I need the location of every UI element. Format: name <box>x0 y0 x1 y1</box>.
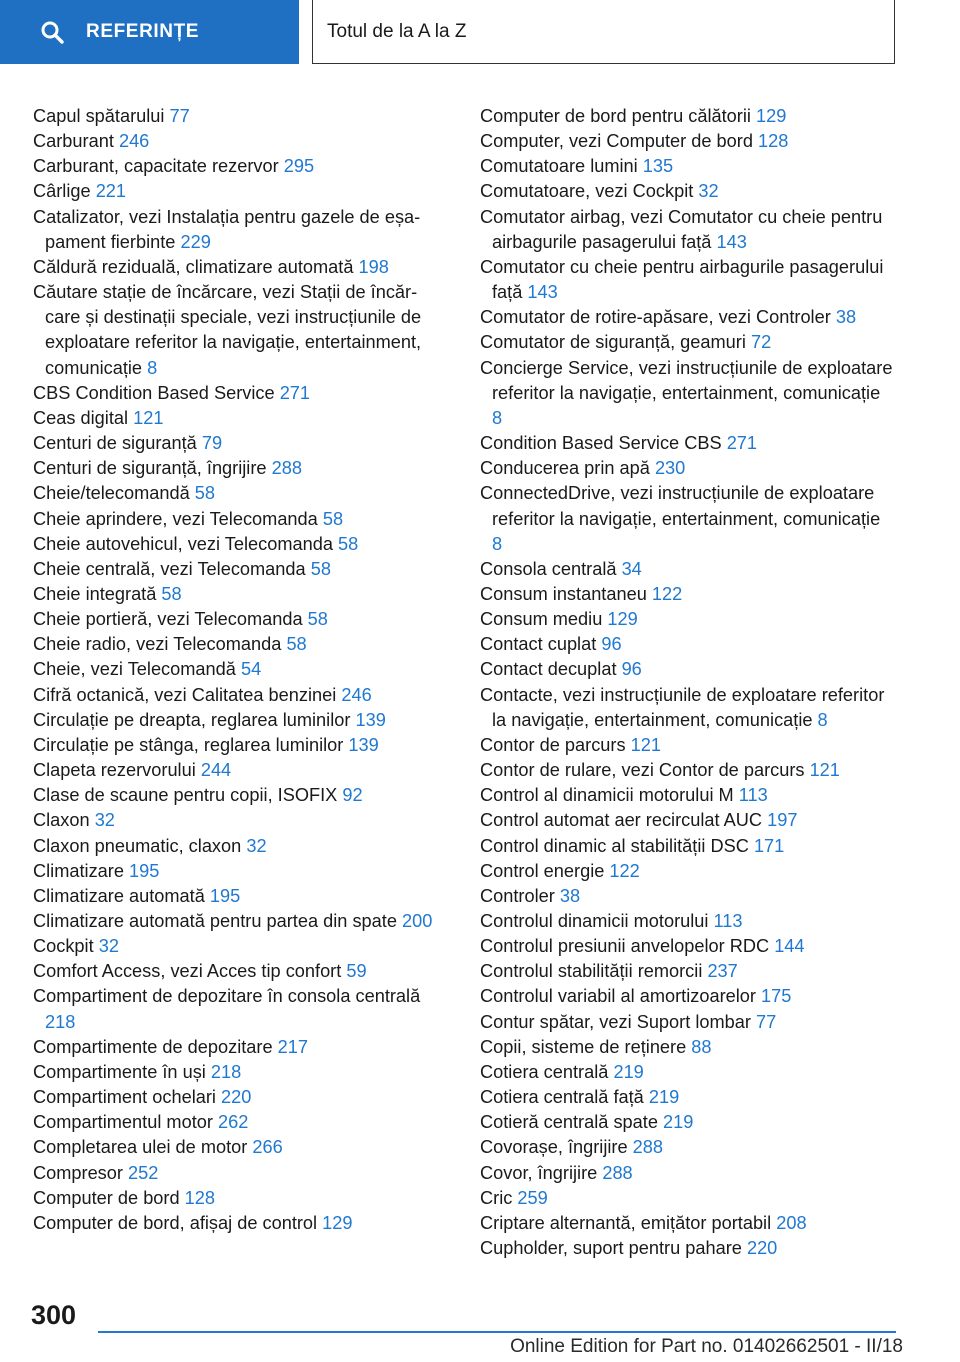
index-entry <box>33 582 445 607</box>
page-link[interactable]: 38 <box>559 885 581 906</box>
page-link[interactable]: 143 <box>716 231 747 252</box>
page-link[interactable]: 198 <box>358 256 389 277</box>
index-entry <box>480 1186 895 1211</box>
index-entry <box>33 1035 445 1060</box>
page-link[interactable]: 8 <box>492 533 503 554</box>
index-term: Completarea ulei de motor <box>33 1137 248 1158</box>
tab-references-label: REFERINȚE <box>86 21 200 42</box>
index-term: Centuri de siguranță <box>33 433 197 454</box>
page-link[interactable]: 32 <box>698 181 719 202</box>
page-link[interactable]: 58 <box>161 583 182 604</box>
index-term: Cheie, vezi Telecomandă <box>33 659 236 680</box>
page-link[interactable]: 144 <box>774 936 805 957</box>
index-term: Consola centrală <box>480 558 617 579</box>
index-entry <box>33 1085 445 1110</box>
index-entry <box>480 330 895 355</box>
index-entry <box>33 859 445 884</box>
page-link[interactable]: 58 <box>310 558 331 579</box>
header-bar <box>0 0 960 66</box>
index-term: Compartiment de depozitare în consola centrală <box>33 986 421 1007</box>
index-term: Cârlige <box>33 181 91 202</box>
page-link[interactable]: 77 <box>169 106 190 126</box>
index-term: Control automat aer recirculat AUC <box>480 810 763 831</box>
index-term: Clapeta rezervorului <box>33 760 196 781</box>
index-entry <box>480 984 895 1009</box>
index-entry <box>480 205 895 255</box>
index-entry <box>480 959 895 984</box>
index-term: Cric <box>480 1187 513 1208</box>
index-term: Contor de parcurs <box>480 734 626 755</box>
index-entry <box>480 1110 895 1135</box>
index-entry <box>33 104 445 129</box>
index-term: Căldură reziduală, climatizare automată <box>33 256 354 277</box>
page-link[interactable]: 288 <box>632 1137 663 1158</box>
index-entry <box>480 104 895 129</box>
index-entry <box>33 1186 445 1211</box>
index-term: Climatizare <box>33 860 124 881</box>
index-entry <box>480 1060 895 1085</box>
page-link[interactable]: 121 <box>630 734 661 755</box>
index-term: Cheie integrată <box>33 583 157 604</box>
index-term: Covorașe, îngrijire <box>480 1137 628 1158</box>
page-link[interactable]: 262 <box>217 1112 249 1133</box>
index-term: Comutatoare, vezi Cockpit <box>480 181 694 202</box>
page-link[interactable]: 58 <box>307 609 328 630</box>
index-entry <box>480 1211 895 1236</box>
page-link[interactable]: 58 <box>338 533 359 554</box>
page-link[interactable]: 244 <box>200 760 232 781</box>
index-entry <box>480 1161 895 1186</box>
index-term: Comutatoare lumini <box>480 156 638 177</box>
index-entry <box>33 683 445 708</box>
page-link[interactable]: 218 <box>45 1011 76 1032</box>
page-link[interactable]: 38 <box>835 307 857 328</box>
index-term: Contacte, vezi instrucțiunile de exploatare referitor la navigație, entertainment, comunicație <box>480 684 885 730</box>
index-term: Cockpit <box>33 936 94 957</box>
index-entry <box>480 305 895 330</box>
index-term: Controlul presiunii anvelopelor RDC <box>480 936 770 957</box>
index-entry <box>33 808 445 833</box>
index-term: Cifră octanică, vezi Calitatea benzinei <box>33 684 337 705</box>
page-link[interactable]: 246 <box>341 684 372 705</box>
index-entry <box>33 934 445 959</box>
index-term: Catalizator, vezi Instalația pentru gazele de eșapament fierbinte <box>33 206 421 252</box>
index-entry <box>33 834 445 859</box>
index-entry <box>480 557 895 582</box>
page-link[interactable]: 32 <box>94 810 115 831</box>
page-link[interactable]: 135 <box>642 156 674 177</box>
index-entry <box>480 934 895 959</box>
page-link[interactable]: 220 <box>746 1238 778 1259</box>
index-entry <box>480 607 895 632</box>
page-link[interactable]: 72 <box>750 332 772 353</box>
index-entry <box>33 129 445 154</box>
index-term: Conducerea prin apă <box>480 458 650 479</box>
index-term: Controler <box>480 885 555 906</box>
page-link[interactable]: 54 <box>240 659 262 680</box>
index-entry <box>480 657 895 682</box>
index-term: Cupholder, suport pentru pahare <box>480 1238 742 1259</box>
footer-divider <box>98 1331 896 1333</box>
index-term: Criptare alternantă, emițător portabil <box>480 1212 772 1233</box>
page-link[interactable]: 200 <box>402 911 433 931</box>
page-link[interactable]: 246 <box>118 131 150 152</box>
page-link[interactable]: 79 <box>201 433 223 454</box>
tab-a-to-z[interactable] <box>312 0 895 64</box>
page-link[interactable]: 230 <box>654 458 686 479</box>
index-term: Clase de scaune pentru copii, ISOFIX <box>33 785 338 806</box>
index-term: Control energie <box>480 860 605 881</box>
index-term: Controlul variabil al amortizoarelor <box>480 986 756 1007</box>
index-entry <box>33 884 445 909</box>
index-term: Contor de rulare, vezi Contor de parcurs <box>480 760 805 781</box>
index-entry <box>33 1161 445 1186</box>
page-link[interactable]: 129 <box>756 106 787 126</box>
index-term: Control al dinamicii motorului M <box>480 785 734 806</box>
index-term: Consum instantaneu <box>480 583 647 604</box>
index-term: Carburant <box>33 131 114 152</box>
tab-references[interactable] <box>0 0 299 64</box>
index-entry <box>33 708 445 733</box>
index-entry <box>33 758 445 783</box>
page-link[interactable]: 218 <box>210 1061 242 1082</box>
index-term: ConnectedDrive, vezi instrucțiunile de exploatare referitor la navigație, entertainment, comunicație <box>480 483 881 529</box>
page-link[interactable]: 113 <box>713 911 743 931</box>
index-term: Comutator de rotire-apăsare, vezi Controler <box>480 307 831 328</box>
index-term: Climatizare automată pentru partea din spate <box>33 911 397 931</box>
page-link[interactable]: 32 <box>246 835 267 856</box>
index-term: Centuri de siguranță, îngrijire <box>33 458 267 479</box>
index-entry <box>33 154 445 179</box>
index-term: Capul spătarului <box>33 106 165 126</box>
index-term: Compresor <box>33 1162 123 1183</box>
index-entry <box>480 1010 895 1035</box>
index-term: Cheie/telecomandă <box>33 483 190 504</box>
page-link[interactable]: 32 <box>98 936 119 957</box>
page-link[interactable]: 175 <box>761 986 792 1007</box>
index-term: Computer, vezi Computer de bord <box>480 131 753 152</box>
index-entry <box>33 431 445 456</box>
index-term: Computer de bord, afișaj de control <box>33 1212 318 1233</box>
page-link[interactable]: 129 <box>322 1212 353 1233</box>
index-entry <box>480 179 895 204</box>
page-link[interactable]: 220 <box>221 1087 252 1108</box>
index-entry <box>33 205 445 255</box>
index-term: Computer de bord pentru călătorii <box>480 106 751 126</box>
page-link[interactable]: 34 <box>621 558 642 579</box>
page-link[interactable]: 59 <box>346 961 367 982</box>
index-entry <box>480 733 895 758</box>
page-link[interactable]: 271 <box>726 433 758 454</box>
index-term: Claxon <box>33 810 90 831</box>
index-term: Copii, sisteme de reținere <box>480 1036 687 1057</box>
index-entry <box>33 532 445 557</box>
page-link[interactable]: 217 <box>277 1036 309 1057</box>
index-entry <box>480 456 895 481</box>
index-term: Comfort Access, vezi Acces tip confort <box>33 961 342 982</box>
page-link[interactable]: 143 <box>527 282 558 303</box>
index-entry <box>480 1085 895 1110</box>
index-term: Covor, îngrijire <box>480 1162 598 1183</box>
index-term: Comutator airbag, vezi Comutator cu cheie pentru airbagurile pasagerului față <box>480 206 883 252</box>
page-link[interactable]: 129 <box>607 609 638 630</box>
index-entry <box>480 356 895 431</box>
index-entry <box>480 834 895 859</box>
index-entry <box>480 481 895 556</box>
index-term: Consum mediu <box>480 609 603 630</box>
index-entry <box>33 657 445 682</box>
page-link[interactable]: 122 <box>609 860 640 881</box>
footer-edition: Online Edition for Part no. 01402662501 - II/18 <box>510 1336 903 1357</box>
index-term: Cotieră centrală spate <box>480 1112 658 1133</box>
index-entry <box>33 1110 445 1135</box>
index-entry <box>33 984 445 1034</box>
index-entry <box>480 1236 895 1261</box>
page-link[interactable]: 195 <box>129 860 160 881</box>
index-entry <box>33 607 445 632</box>
page-number: 300 <box>31 1300 77 1330</box>
index-term: Compartiment ochelari <box>33 1087 216 1108</box>
index-term: Contur spătar, vezi Suport lombar <box>480 1011 751 1032</box>
index-entry <box>33 481 445 506</box>
index-entry <box>33 1135 445 1160</box>
index-entry <box>33 959 445 984</box>
page-link[interactable]: 219 <box>613 1061 644 1082</box>
page-link[interactable]: 8 <box>492 407 503 428</box>
page-link[interactable]: 197 <box>767 810 798 831</box>
index-entry <box>480 683 895 733</box>
index-term: Cotiera centrală față <box>480 1087 644 1108</box>
index-column-right <box>480 104 895 1261</box>
index-term: Cheie centrală, vezi Telecomanda <box>33 558 306 579</box>
index-entry <box>480 1035 895 1060</box>
page-link[interactable]: 88 <box>691 1036 712 1057</box>
page-link[interactable]: 229 <box>180 231 211 252</box>
index-term: Circulație pe dreapta, reglarea luminilor <box>33 709 351 730</box>
index-column-left <box>33 104 445 1236</box>
index-entry <box>33 783 445 808</box>
page-link[interactable]: 266 <box>252 1137 283 1158</box>
index-term: Compartimentul motor <box>33 1112 213 1133</box>
page-link[interactable]: 8 <box>147 357 158 378</box>
page-link[interactable]: 271 <box>279 382 311 403</box>
page-link[interactable]: 58 <box>194 483 216 504</box>
index-entry <box>33 909 445 934</box>
page-link[interactable]: 58 <box>286 634 307 655</box>
index-term: Control dinamic al stabilității DSC <box>480 835 749 856</box>
index-entry <box>480 884 895 909</box>
index-entry <box>33 406 445 431</box>
page-link[interactable]: 121 <box>133 407 164 428</box>
page-link[interactable]: 259 <box>517 1187 548 1208</box>
index-entry <box>480 859 895 884</box>
page-link[interactable]: 221 <box>95 181 127 202</box>
page-link[interactable]: 237 <box>707 961 738 982</box>
index-term: Claxon pneumatic, claxon <box>33 835 242 856</box>
index-term: Căutare stație de încărcare, vezi Stații de încărcare și destinații speciale, vezi instrucțiunile de exploatare referitor la navigație, entertainment, comunicație <box>33 282 422 378</box>
page-link[interactable]: 139 <box>348 734 379 755</box>
page-link[interactable]: 96 <box>601 634 622 655</box>
index-entry <box>480 909 895 934</box>
index-term: Contact cuplat <box>480 634 597 655</box>
page-link[interactable]: 113 <box>738 785 768 806</box>
index-entry <box>33 1060 445 1085</box>
index-entry <box>33 179 445 204</box>
index-entry <box>33 632 445 657</box>
index-entry <box>33 280 445 381</box>
index-entry <box>480 129 895 154</box>
index-entry <box>480 431 895 456</box>
page-link[interactable]: 288 <box>271 458 302 479</box>
index-term: Compartimente în uși <box>33 1061 206 1082</box>
page-link[interactable]: 139 <box>355 709 386 730</box>
tab-a-to-z-label: Totul de la A la Z <box>327 20 467 42</box>
index-term: Ceas digital <box>33 407 129 428</box>
search-icon <box>40 20 64 44</box>
index-term: Circulație pe stânga, reglarea luminilor <box>33 734 344 755</box>
page-link[interactable]: 121 <box>809 760 840 781</box>
index-entry <box>480 783 895 808</box>
page-link[interactable]: 295 <box>283 156 315 177</box>
page-link[interactable]: 122 <box>651 583 683 604</box>
page-link[interactable]: 288 <box>602 1162 633 1183</box>
page-link[interactable]: 252 <box>128 1162 159 1183</box>
index-entry <box>480 758 895 783</box>
page-link[interactable]: 219 <box>648 1087 680 1108</box>
index-term: Controlul stabilității remorcii <box>480 961 703 982</box>
index-entry <box>33 733 445 758</box>
index-term: Cheie autovehicul, vezi Telecomanda <box>33 533 333 554</box>
index-term: Concierge Service, vezi instrucțiunile de exploatare referitor la navigație, entertainment, comunicație <box>480 357 893 403</box>
index-entry <box>33 381 445 406</box>
index-term: Condition Based Service CBS <box>480 433 722 454</box>
index-entry <box>33 507 445 532</box>
index-entry <box>33 1211 445 1236</box>
page-link[interactable]: 171 <box>753 835 785 856</box>
index-entry <box>480 255 895 305</box>
index-term: CBS Condition Based Service <box>33 382 275 403</box>
page-link[interactable]: 128 <box>184 1187 216 1208</box>
index-entry <box>33 557 445 582</box>
index-term: Carburant, capacitate rezervor <box>33 156 279 177</box>
page-link[interactable]: 195 <box>209 885 241 906</box>
page-link[interactable]: 96 <box>621 659 642 680</box>
page-link[interactable]: 8 <box>817 709 828 730</box>
index-term: Cotiera centrală <box>480 1061 609 1082</box>
index-term: Climatizare automată <box>33 885 205 906</box>
index-entry <box>480 632 895 657</box>
index-term: Comutator cu cheie pentru airbagurile pasagerului față <box>480 256 884 303</box>
index-entry <box>480 808 895 833</box>
page-link[interactable]: 128 <box>758 131 789 152</box>
index-term: Cheie aprindere, vezi Telecomanda <box>33 508 318 529</box>
index-entry <box>480 582 895 607</box>
index-entry <box>480 1135 895 1160</box>
index-term: Contact decuplat <box>480 659 617 680</box>
page-link[interactable]: 219 <box>663 1112 694 1133</box>
index-entry <box>480 154 895 179</box>
index-term: Computer de bord <box>33 1187 180 1208</box>
page-link[interactable]: 92 <box>342 785 363 806</box>
index-term: Cheie portieră, vezi Telecomanda <box>33 609 303 630</box>
index-entry <box>33 255 445 280</box>
index-term: Comutator de siguranță, geamuri <box>480 332 746 353</box>
index-term: Compartimente de depozitare <box>33 1036 273 1057</box>
index-term: Cheie radio, vezi Telecomanda <box>33 634 282 655</box>
index-entry <box>33 456 445 481</box>
page-link[interactable]: 208 <box>776 1212 807 1233</box>
index-term: Controlul dinamicii motorului <box>480 911 709 931</box>
page-link[interactable]: 58 <box>322 508 344 529</box>
page-link[interactable]: 77 <box>755 1011 777 1032</box>
